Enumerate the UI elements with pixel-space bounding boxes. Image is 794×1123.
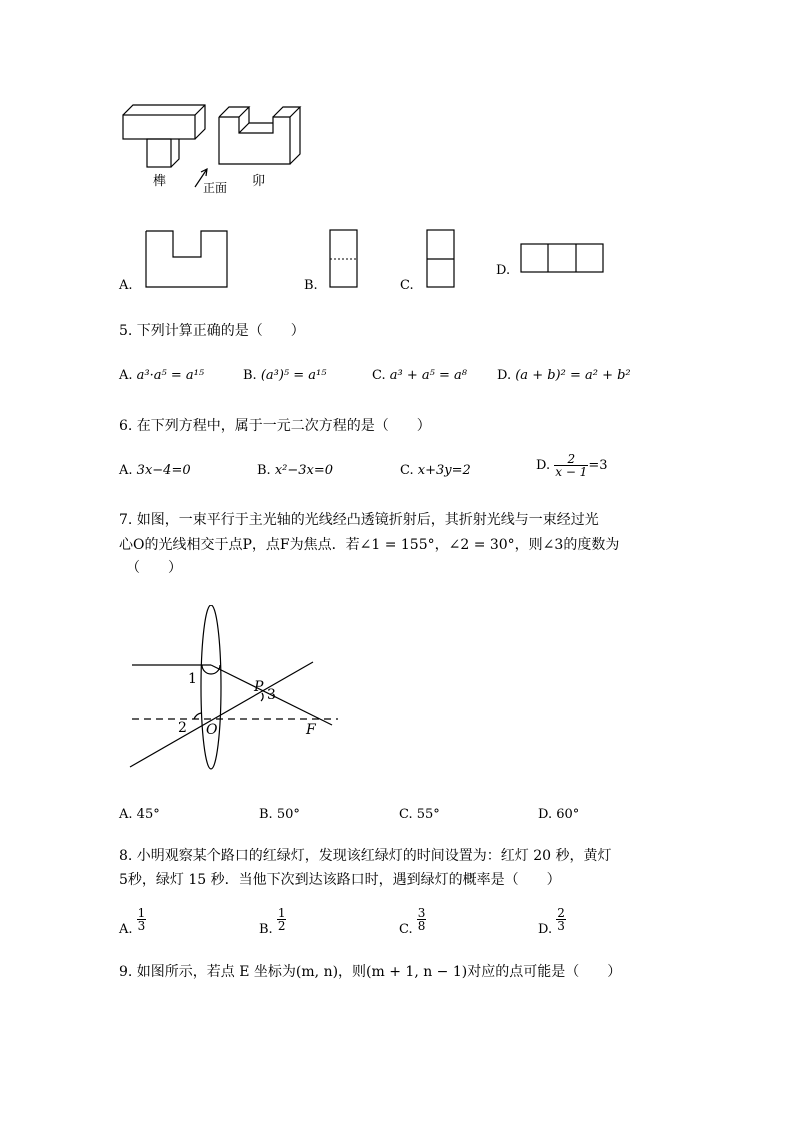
- mortise-label: 卯: [252, 174, 266, 189]
- q8-option-a: [119, 907, 146, 937]
- q4-option-c-view: [426, 229, 456, 289]
- angle-1-label: 1: [188, 671, 197, 687]
- q7-option-d-label: D.: [538, 807, 553, 822]
- tenon-mortise-figure: [115, 95, 315, 200]
- q6-option-d-fraction: [554, 453, 588, 478]
- q4-option-a-label: A.: [119, 278, 133, 293]
- angle-2-label: 2: [178, 720, 187, 736]
- q8-stem-line2: 5秒，绿灯 15 秒．当他下次到达该路口时，遇到绿灯的概率是（ ）: [119, 872, 561, 888]
- q7-stem-line3: （ ）: [126, 560, 182, 576]
- q5-stem: 5. 下列计算正确的是（ ）: [119, 323, 305, 339]
- q4-option-d-view: [520, 243, 606, 275]
- q6-option-a-expr: 3x−4=0: [136, 463, 191, 478]
- tenon-label: 榫: [153, 174, 167, 189]
- q8-option-c-fraction: [417, 907, 427, 932]
- q7-option-d-value: 60°: [556, 807, 580, 822]
- q6-option-b-label: B.: [257, 463, 271, 478]
- q8-option-b-numerator: 1: [277, 906, 286, 920]
- q5-option-a-label: A.: [119, 368, 133, 383]
- tenon-shape: [123, 105, 205, 167]
- q4-option-c-label: C.: [400, 278, 414, 293]
- q8-option-c-numerator: 3: [417, 906, 426, 920]
- point-p-label: P: [254, 679, 264, 695]
- q8-option-b-fraction: [277, 907, 287, 932]
- q7-option-b-value: 50°: [276, 807, 300, 822]
- q8-option-a-denominator: 3: [137, 919, 146, 933]
- q6-stem: 6. 在下列方程中，属于一元二次方程的是（ ）: [119, 418, 431, 434]
- q7-option-a-label: A.: [119, 807, 133, 822]
- point-f-label: F: [306, 722, 316, 738]
- q5-option-a-expr: a³·a⁵ = a¹⁵: [136, 368, 205, 383]
- mortise-shape: [219, 107, 300, 164]
- q7-stem-line2: 心O的光线相交于点P，点F为焦点．若∠1 = 155°，∠2 = 30°，则∠3的度数为: [119, 537, 620, 553]
- q5-option-c-label: C.: [372, 368, 386, 383]
- q5-option-d: [497, 368, 631, 383]
- q7-option-a: [119, 807, 160, 822]
- q6-option-c-expr: x+3y=2: [417, 463, 471, 478]
- q5-option-c: [372, 368, 467, 383]
- q6-option-a-label: A.: [119, 463, 133, 478]
- q5-option-d-expr: (a + b)² = a² + b²: [515, 368, 631, 383]
- convex-lens: [201, 605, 221, 769]
- front-label: 正面: [203, 181, 228, 195]
- q7-option-c-label: C.: [399, 807, 413, 822]
- q5-option-c-expr: a³ + a⁵ = a⁸: [389, 368, 467, 383]
- q4-option-b-label: B.: [304, 278, 318, 293]
- q5-option-b-label: B.: [243, 368, 257, 383]
- q6-option-d-label: D.: [536, 458, 551, 473]
- q8-option-b-label: B.: [259, 922, 273, 937]
- q8-option-d-label: D.: [538, 922, 553, 937]
- q8-option-b-denominator: 2: [277, 919, 286, 933]
- q8-option-c: [399, 907, 426, 937]
- q7-option-b-label: B.: [259, 807, 273, 822]
- angle-3-label: 3: [267, 687, 276, 703]
- q7-option-a-value: 45°: [136, 807, 160, 822]
- q6-option-b-expr: x²−3x=0: [274, 463, 334, 478]
- q5-option-d-label: D.: [497, 368, 512, 383]
- q8-option-b: [259, 907, 286, 937]
- q8-option-d: [538, 907, 566, 937]
- q6-option-d-numerator: 2: [554, 453, 588, 466]
- q7-option-d: [538, 807, 579, 822]
- q5-option-b-expr: (a³)⁵ = a¹⁵: [260, 368, 327, 383]
- q6-option-d-tail: =3: [588, 458, 608, 473]
- q6-option-c-label: C.: [400, 463, 414, 478]
- q9-stem: 9. 如图所示，若点 E 坐标为(m, n)，则(m + 1, n − 1)对应的点可能是（ ）: [119, 964, 622, 980]
- q8-option-d-numerator: 2: [557, 906, 565, 920]
- q6-option-b: [257, 463, 333, 478]
- q4-option-b-view: [329, 229, 359, 289]
- q6-option-a: [119, 463, 191, 478]
- q8-option-c-label: C.: [399, 922, 413, 937]
- q8-option-d-fraction: [556, 907, 566, 932]
- q8-option-c-denominator: 8: [417, 919, 426, 933]
- q7-option-c-value: 55°: [416, 807, 440, 822]
- q7-option-b: [259, 807, 300, 822]
- q5-option-a: [119, 368, 204, 383]
- q8-stem-line1: 8. 小明观察某个路口的红绿灯，发现该红绿灯的时间设置为：红灯 20 秒，黄灯: [119, 848, 612, 864]
- q8-option-a-label: A.: [119, 922, 133, 937]
- lens-figure: [120, 605, 350, 780]
- q6-option-c: [400, 463, 471, 478]
- q7-option-c: [399, 807, 440, 822]
- q6-option-d: [536, 453, 608, 478]
- q8-option-a-numerator: 1: [137, 906, 146, 920]
- q8-option-a-fraction: [137, 907, 147, 932]
- q7-stem-line1: 7. 如图，一束平行于主光轴的光线经凸透镜折射后，其折射光线与一束经过光: [119, 512, 599, 528]
- q5-option-b: [243, 368, 326, 383]
- angle-2-arc: [194, 713, 201, 719]
- q4-option-d-label: D.: [496, 263, 511, 278]
- point-o-label: O: [206, 722, 218, 738]
- angle-1-arc: [202, 665, 220, 674]
- q6-option-d-denominator: x − 1: [555, 465, 588, 479]
- q4-option-a-view: [145, 230, 230, 290]
- q8-option-d-denominator: 3: [557, 919, 565, 933]
